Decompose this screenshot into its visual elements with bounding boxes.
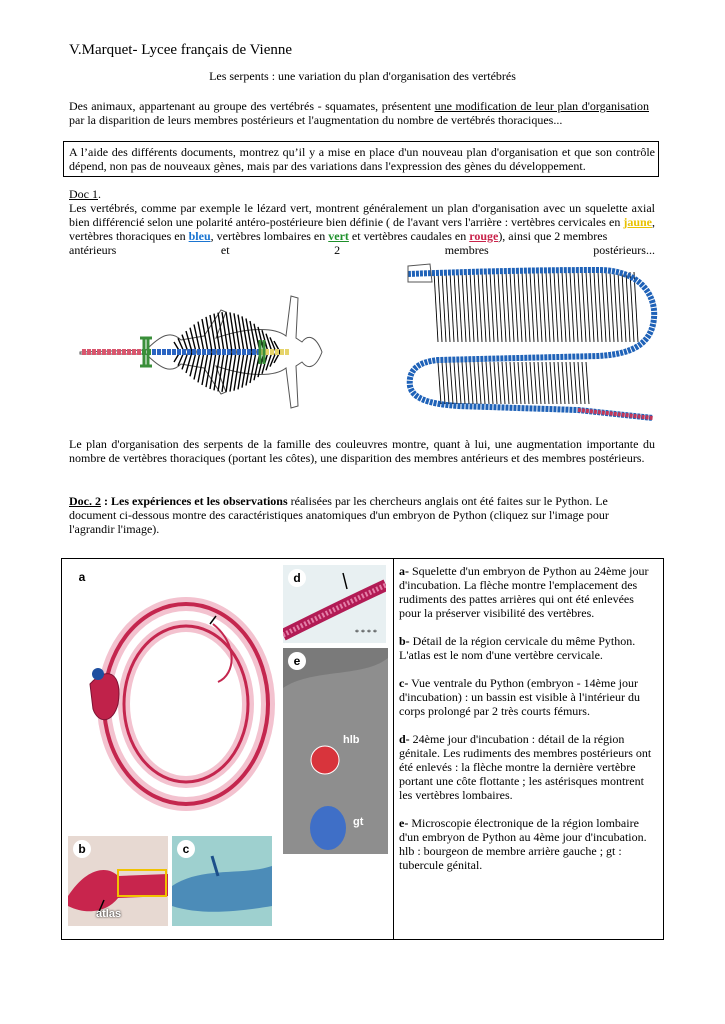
doc2-paragraph [69,494,655,536]
atlas-label: atlas [96,908,122,920]
snake-rib [498,362,501,404]
snake-rib [622,272,626,342]
legend-item-a [399,564,657,620]
vertebra [172,349,176,355]
snake-rib [482,362,485,404]
vertebra [137,349,141,355]
snake-rib [538,362,541,404]
snake-rib [562,362,565,404]
panel-letter-d: d [288,569,306,587]
intro-underlined: une modification de leur plan d'organisation [434,99,649,113]
snake-rib [474,362,477,404]
vertebra [177,349,181,355]
snake-rib [502,362,505,404]
legend-item-b [399,634,657,662]
panel-e[interactable] [283,648,388,854]
snake-rib [490,272,494,342]
snake-rib [562,272,566,342]
legend-letter: d- [399,732,410,746]
color-word-blue: bleu [188,229,211,243]
panel-letter-e: e [288,652,306,670]
vertebra [192,349,196,355]
snake-rib [466,362,469,404]
doc1-text: ), ainsi que 2 membres [498,229,608,243]
color-word-red: rouge [469,229,499,243]
snake-rib [554,362,557,404]
snake-rib [610,272,614,342]
snake-rib [470,272,474,342]
vertebra [207,349,211,355]
snake-rib [566,272,570,342]
panel-a[interactable] [68,564,280,831]
legend-text: Détail de la région cervicale du même Python. L'atlas est le nom d'une vertèbre cervicale. [399,634,636,662]
snake-rib [454,362,457,404]
vertebra [197,349,201,355]
snake-rib [474,272,478,342]
snake-rib [578,272,582,342]
vertebra [167,349,171,355]
doc1-word: 2 [334,243,341,257]
vertebra [127,349,131,355]
doc2-title: Doc. 2 [69,494,101,508]
snake-rib [550,362,553,404]
figure-legend [399,564,657,886]
snake-rib [506,272,510,342]
lizard-skeleton-figure [76,290,326,420]
panel-b[interactable] [68,836,168,926]
snake-rib [458,272,462,342]
snake-rib [446,362,449,404]
panel-d[interactable] [283,565,386,643]
snake-rib [438,272,442,342]
legend-item-c [399,676,657,718]
vertebra [222,349,226,355]
vertebra [217,349,221,355]
snake-rib [518,272,522,342]
snake-rib [558,272,562,342]
snake-rib [450,362,453,404]
snake-rib [470,362,473,404]
snake-rib [478,272,482,342]
snake-rib [490,362,493,404]
question-box: A l’aide des différents documents, montrez qu’il y a mise en place d'un nouveau plan d'organisation et que son contrôle dépend, non pas de nouveaux gènes, mais par des variations dans l'expression des gènes du développement. [63,141,659,177]
snake-rib [514,272,518,342]
doc2-text: réalisées par les chercheurs anglais ont été faites sur le Python. Le document ci-dessous montre des caractéristiques anatomiques d'un embryon de Python (cliquez sur l'image pour l'agrandir l'image). [69,494,609,536]
doc1-last-line [69,243,655,257]
hlb-label: hlb [343,734,360,746]
vertebra [112,349,116,355]
vertebra [212,349,216,355]
snake-rib [510,272,514,342]
snake-rib [506,362,509,404]
snake-rib [586,362,589,404]
snake-rib [466,272,470,342]
vertebra [157,349,161,355]
panel-letter-a: a [73,568,91,586]
snake-rib [542,272,546,342]
vertebra [152,349,156,355]
svg-text:* * * *: * * * * [355,628,377,637]
python-embryo-skeleton [68,564,280,831]
vertebra [102,349,106,355]
vertebra [280,349,284,355]
snake-rib [438,362,441,404]
snake-rib [546,272,550,342]
doc1-paragraph [69,187,655,257]
snake-paragraph: Le plan d'organisation des serpents de la famille des couleuvres montre, quant à lui, une augmentation importante du nombre de vertèbres thoraciques (portant les côtes), une disparition des membres antérieurs et des membres postérieurs. [69,437,655,465]
vertebra [265,349,269,355]
vertebra [82,349,86,355]
panel-letter-b: b [73,840,91,858]
color-word-yellow: jaune [623,215,652,229]
doc1-title-suffix: . [98,187,101,201]
snake-rib [546,362,549,404]
snake-rib [522,362,525,404]
vertebra [162,349,166,355]
snake-rib [594,272,598,342]
legend-letter: e- [399,816,409,830]
snake-rib [542,362,545,404]
snake-skeleton-figure [398,258,660,428]
snake-rib [530,362,533,404]
legend-letter: a- [399,564,409,578]
snake-rib [582,362,585,404]
gt-label: gt [353,816,364,828]
snake-rib [442,362,445,404]
doc1-title: Doc 1 [69,187,98,201]
snake-rib [550,272,554,342]
vertebra [275,349,279,355]
vertebra [117,349,121,355]
document-subtitle: Les serpents : une variation du plan d'organisation des vertébrés [209,69,516,83]
vertebra [92,349,96,355]
snake-rib [570,362,573,404]
vertebra [187,349,191,355]
snake-rib [458,362,461,404]
vertebra [227,349,231,355]
snake-rib [486,272,490,342]
snake-rib [598,272,602,342]
legend-text: Vue ventrale du Python (embryon - 14ème jour d'incubation) : un bassin est visible à l'intérieur du corps prolongé par 2 très courts fémurs. [399,676,640,718]
legend-letter: c- [399,676,409,690]
snake-rib [498,272,502,342]
snake-rib [534,272,538,342]
snake-rib [510,362,513,404]
snake-rib [554,272,558,342]
legend-item-e [399,816,657,872]
snake-rib [526,362,529,404]
vertebra [202,349,206,355]
vertebra [247,349,251,355]
snake-rib [494,362,497,404]
panel-c[interactable] [172,836,272,926]
snake-rib [538,272,542,342]
snake-rib [574,362,577,404]
electron-microscopy [283,648,388,854]
intro-text: Des animaux, appartenant au groupe des vertébrés - squamates, présentent [69,99,435,113]
snake-rib [454,272,458,342]
vertebra [107,349,111,355]
snake-rib [462,362,465,404]
snake-rib [630,272,634,342]
doc1-word: membres [444,243,489,257]
vertebra [252,349,256,355]
snake-rib [582,272,586,342]
table-divider [393,559,394,939]
snake-rib [514,362,517,404]
doc1-word: postérieurs... [593,243,655,257]
legend-letter: b- [399,634,410,648]
doc2-bold: Les expériences et les observations [111,494,288,508]
legend-text: 24ème jour d'incubation : détail de la région génitale. Les rudiments des membres postérieurs ont été enlevés : la flèche montre la dernière vertèbre portant une côte flottante ; les astérisques montrent les vertèbres lombaires. [399,732,652,802]
legend-text: Squelette d'un embryon de Python au 24ème jour d'incubation. La flèche montre l'emplacement des rudiments des pattes arrières qui ont été enlevées pour la préserver visibilité des vertèbres. [399,564,649,620]
snake-rib [618,272,622,342]
snake-rib [614,272,618,342]
snake-rib [534,362,537,404]
snake-rib [566,362,569,404]
intro-paragraph [69,99,649,127]
legend-text: Microscopie électronique de la région lombaire d'un embryon de Python au 4ème jour d'incubation. hlb : bourgeon de membre arrière gauche ; gt : tubercule génital. [399,816,647,872]
snake-rib [450,272,454,342]
snake-rib [494,272,498,342]
vertebra [285,349,289,355]
vertebra [242,349,246,355]
author-line: V.Marquet- Lycee français de Vienne [69,42,293,58]
snake-rib [590,272,594,342]
snake-rib [558,362,561,404]
snake-rib [578,362,581,404]
doc1-text: Les vertébrés, comme par exemple le lézard vert, montrent généralement un plan d'organisation avec un squelette axial bien différencié selon une polarité antéro-postérieure bien définie ( de l'avant vers l'arrière : vertèbres cervicales en [69,201,655,229]
vertebra [182,349,186,355]
doc2-sep: : [101,494,111,508]
snake-rib [482,272,486,342]
snake-rib [606,272,610,342]
snake-rib [502,272,506,342]
vertebra [237,349,241,355]
vertebra [97,349,101,355]
intro-text-end: par la disparition de leurs membres postérieurs et l'augmentation du nombre de vertébrés thoraciques... [69,113,563,127]
color-word-green: vert [328,229,349,243]
snake-rib [574,272,578,342]
doc1-word: et [220,243,230,257]
snake-rib [626,272,630,342]
snake-rib [518,362,521,404]
doc1-text: , vertèbres thoraciques en [69,215,655,243]
vertebra [122,349,126,355]
vertebra [270,349,274,355]
snake-rib [586,272,590,342]
snake-rib [478,362,481,404]
snake-rib [522,272,526,342]
snake-rib [442,272,446,342]
snake-rib [446,272,450,342]
vertebra [87,349,91,355]
legend-item-d [399,732,657,802]
snake-rib [602,272,606,342]
snake-rib [462,272,466,342]
snake-rib [570,272,574,342]
doc1-text: et vertèbres caudales en [348,229,470,243]
doc1-text: , vertèbres lombaires en [210,229,329,243]
vertebra [132,349,136,355]
panel-letter-c: c [177,840,195,858]
doc1-word: antérieurs [69,243,117,257]
snake-rib [530,272,534,342]
doc2-table [61,558,664,940]
snake-rib [434,272,438,342]
snake-rib [486,362,489,404]
snake-rib [526,272,530,342]
vertebra [232,349,236,355]
